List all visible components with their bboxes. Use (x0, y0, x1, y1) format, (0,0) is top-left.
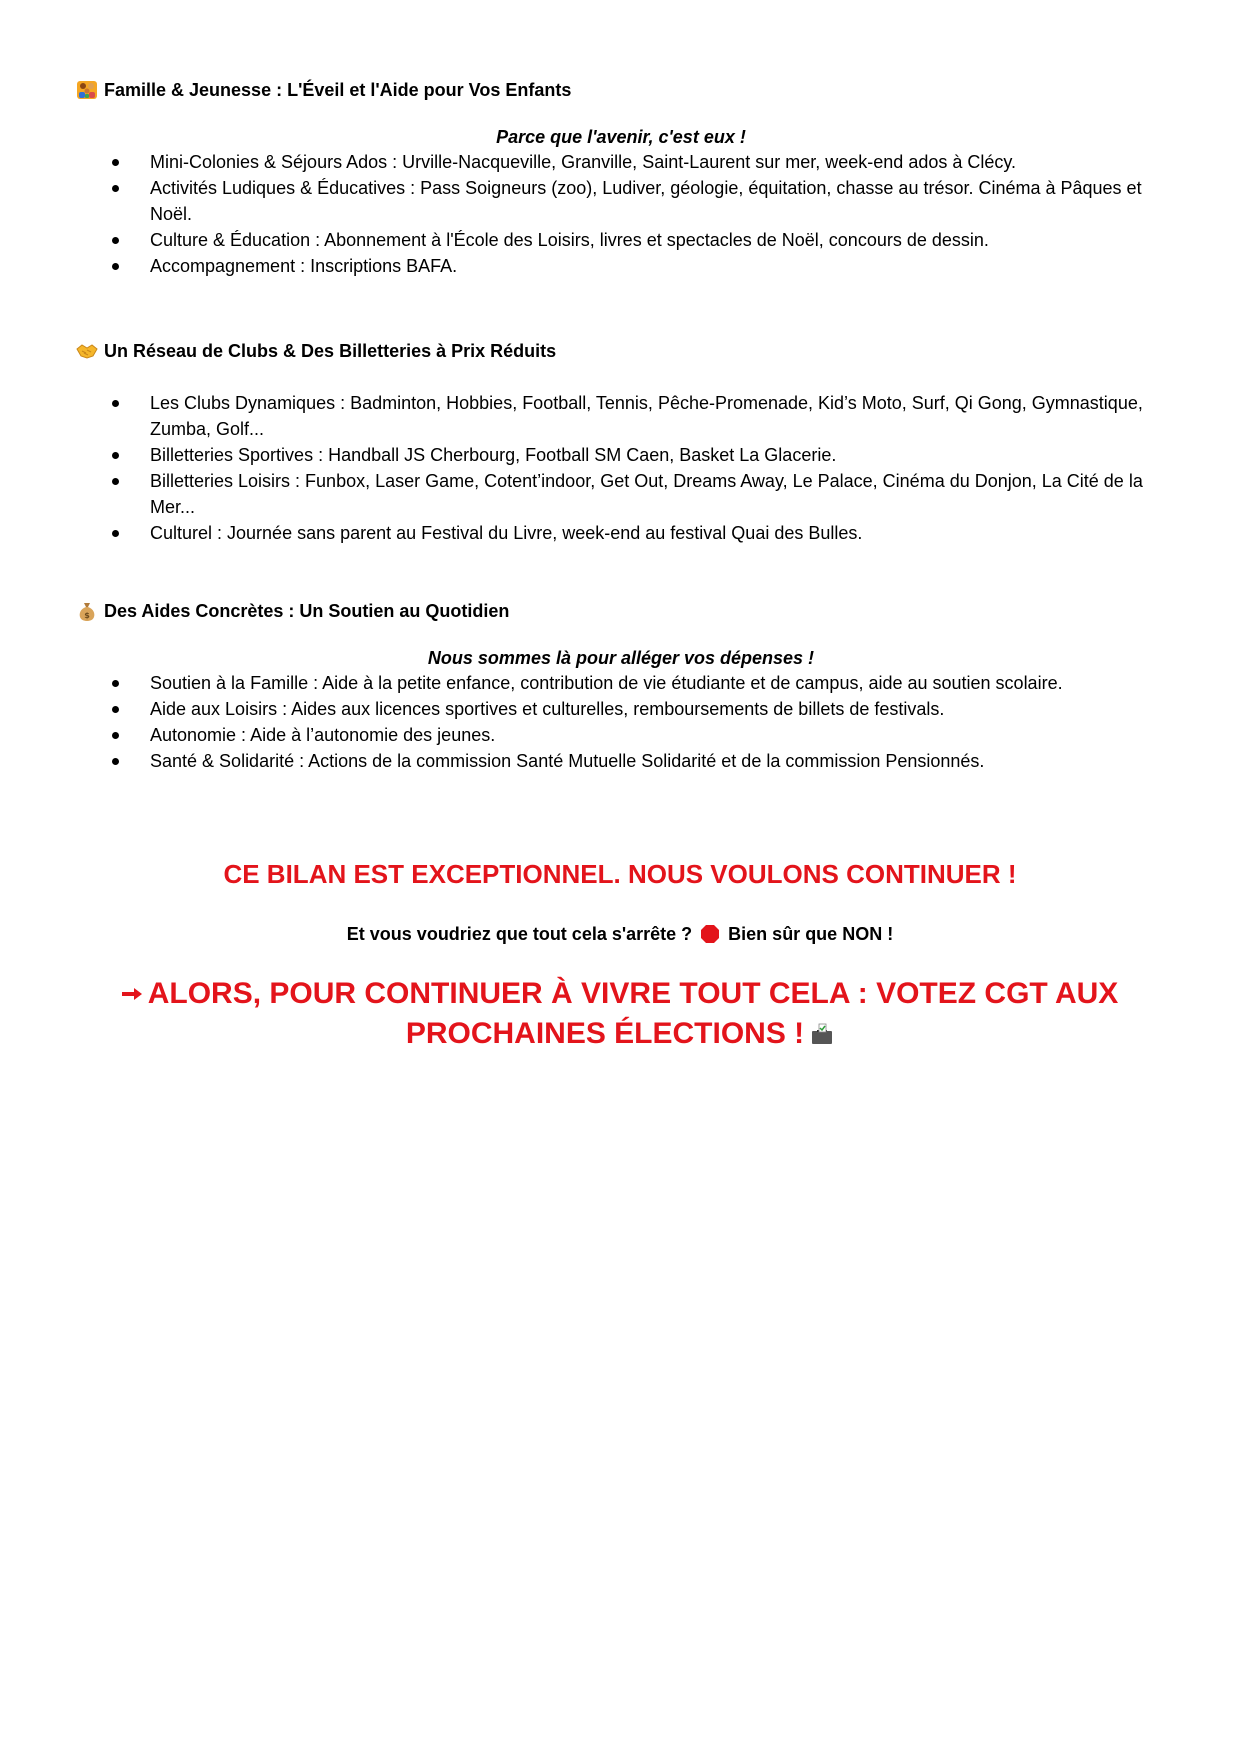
question-text-after: Bien sûr que NON ! (728, 924, 894, 944)
list-item: Les Clubs Dynamiques : Badminton, Hobbies, Football, Tennis, Pêche-Promenade, Kid’s Moto, Surf, Qi Gong, Gymnastique, Zumba, Golf... (76, 390, 1166, 442)
section-famille-jeunesse (76, 79, 1166, 279)
final-line-2: PROCHAINES ÉLECTIONS ! (405, 1017, 805, 1050)
family-icon (76, 79, 98, 101)
list-item: Soutien à la Famille : Aide à la petite enfance, contribution de vie étudiante et de campus, aide au soutien scolaire. (76, 670, 1166, 696)
final-line-1: ALORS, POUR CONTINUER À VIVRE TOUT CELA : VOTEZ CGT AUX (147, 977, 1119, 1010)
list-item: Billetteries Sportives : Handball JS Cherbourg, Football SM Caen, Basket La Glacerie. (76, 442, 1166, 468)
list-item: Mini-Colonies & Séjours Ados : Urville-Nacqueville, Granville, Saint-Laurent sur mer, week-end ados à Clécy. (76, 149, 1166, 175)
section-clubs-billetteries (76, 340, 1166, 546)
list-item: Activités Ludiques & Éducatives : Pass Soigneurs (zoo), Ludiver, géologie, équitation, chasse au trésor. Cinéma à Pâques et Noël. (76, 175, 1166, 227)
question-text-before: Et vous voudriez que tout cela s'arrête ? (346, 924, 693, 944)
section-heading-text: Un Réseau de Clubs & Des Billetteries à Prix Réduits (104, 341, 557, 361)
section-tagline: Nous sommes là pour alléger vos dépenses ! (427, 648, 815, 668)
conclusion-title: CE BILAN EST EXCEPTIONNEL. NOUS VOULONS CONTINUER ! (223, 859, 1017, 889)
section-heading (76, 79, 1166, 101)
section-heading (76, 340, 1166, 362)
section-tagline: Parce que l'avenir, c'est eux ! (496, 127, 746, 147)
right-arrow-icon (122, 987, 142, 1001)
list-item: Culture & Éducation : Abonnement à l'École des Loisirs, livres et spectacles de Noël, concours de dessin. (76, 227, 1166, 253)
handshake-icon (76, 340, 98, 362)
ballot-box-icon (810, 1022, 834, 1046)
bullet-list (76, 670, 1166, 774)
list-item: Accompagnement : Inscriptions BAFA. (76, 253, 1166, 279)
list-item: Santé & Solidarité : Actions de la commission Santé Mutuelle Solidarité et de la commission Pensionnés. (76, 748, 1166, 774)
list-item: Culturel : Journée sans parent au Festival du Livre, week-end au festival Quai des Bulles. (76, 520, 1166, 546)
bullet-list (76, 390, 1166, 546)
list-item: Aide aux Loisirs : Aides aux licences sportives et culturelles, remboursements de billets de festivals. (76, 696, 1166, 722)
section-aides-concretes (76, 600, 1166, 774)
money-bag-icon (76, 600, 98, 622)
list-item: Billetteries Loisirs : Funbox, Laser Game, Cotent’indoor, Get Out, Dreams Away, Le Palace, Cinéma du Donjon, La Cité de la Mer... (76, 468, 1166, 520)
list-item: Autonomie : Aide à l’autonomie des jeunes. (76, 722, 1166, 748)
section-heading-text: Famille & Jeunesse : L'Éveil et l'Aide pour Vos Enfants (104, 80, 572, 100)
stop-sign-icon (700, 924, 720, 944)
section-heading (76, 600, 1166, 622)
section-heading-text: Des Aides Concrètes : Un Soutien au Quotidien (104, 601, 510, 621)
bullet-list (76, 149, 1166, 279)
svg-text:$: $ (84, 611, 90, 620)
conclusion-question (0, 922, 1240, 946)
final-call-to-action (0, 974, 1240, 1054)
